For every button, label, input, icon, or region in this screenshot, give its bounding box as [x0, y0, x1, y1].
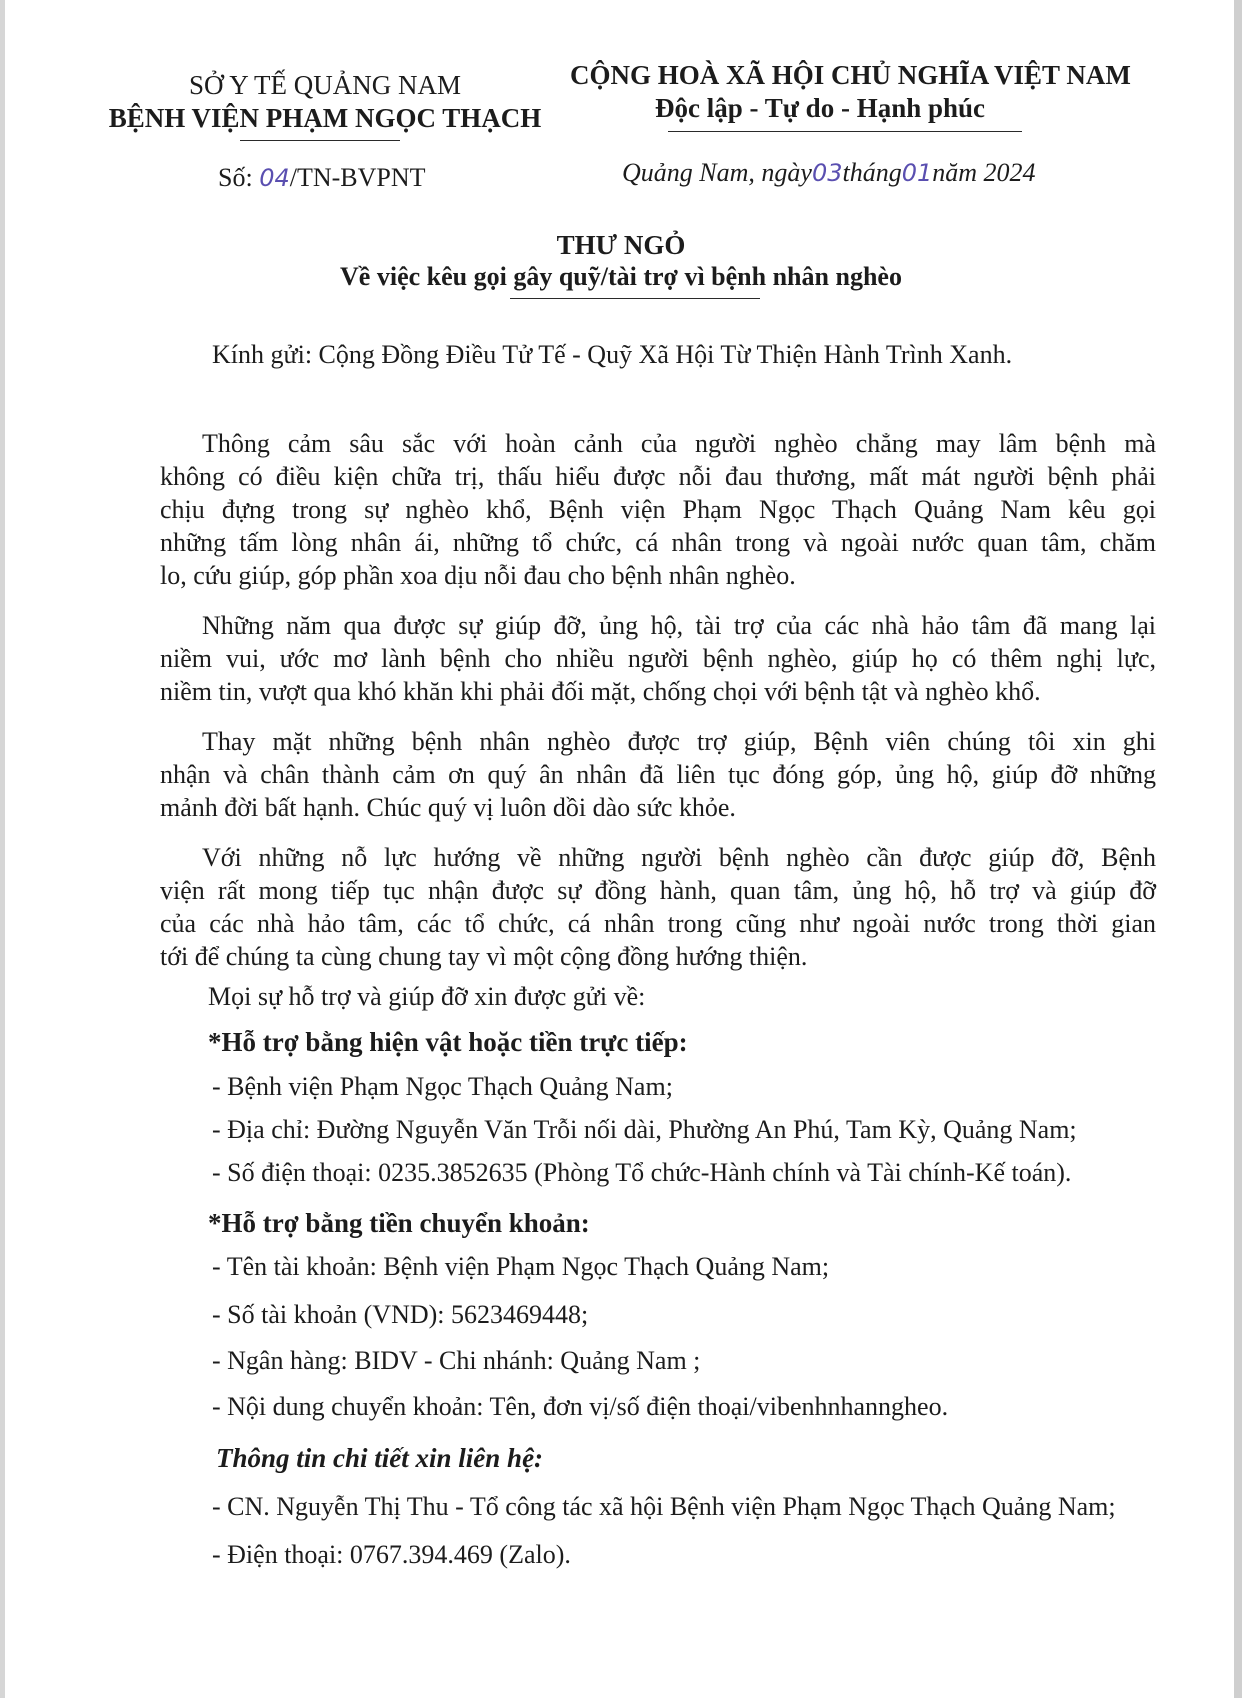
- number-handwritten: 04: [259, 164, 290, 192]
- hospital-underline: [240, 140, 400, 141]
- document-title: THƯ NGỎ: [556, 230, 686, 260]
- paragraph-2: [160, 609, 1156, 708]
- number-suffix: /TN-BVPNT: [289, 163, 426, 192]
- paragraph-line: tới để chúng ta cùng chung tay vì một cộng đồng hướng thiện.: [160, 942, 808, 971]
- date-day: 03: [811, 159, 843, 187]
- transfer-support-heading: *Hỗ trợ bằng tiền chuyển khoản:: [208, 1208, 590, 1238]
- paragraph-line: Thay mặt những bệnh nhân nghèo được trợ giúp, Bệnh viên chúng tôi xin ghi: [202, 727, 1156, 756]
- date-month-label: tháng: [842, 158, 902, 187]
- paragraph-line: không có điều kiện chữa trị, thấu hiểu được nỗi đau thương, mất mát người bệnh phải: [160, 462, 1156, 491]
- direct-item: - Số điện thoại: 0235.3852635 (Phòng Tổ chức-Hành chính và Tài chính-Kế toán).: [212, 1158, 1072, 1187]
- paragraph-line: mảnh đời bất hạnh. Chúc quý vị luôn dồi dào sức khỏe.: [160, 793, 736, 822]
- national-motto: Độc lập - Tự do - Hạnh phúc: [654, 93, 986, 123]
- paragraph-line: Với những nỗ lực hướng về những người bệnh nghèo cần được giúp đỡ, Bệnh: [202, 843, 1156, 872]
- date-month: 01: [901, 159, 933, 187]
- motto-underline: [668, 131, 1022, 132]
- recipient-line: Kính gửi: Cộng Đồng Điều Tử Tế - Quỹ Xã Hội Từ Thiện Hành Trình Xanh.: [212, 340, 1013, 369]
- document-subtitle: Về việc kêu gọi gây quỹ/tài trợ vì bệnh nhân nghèo: [340, 262, 902, 291]
- contact-heading: Thông tin chi tiết xin liên hệ:: [216, 1443, 544, 1473]
- paragraph-line: những tấm lòng nhân ái, những tổ chức, cá nhân trong và ngoài nước quan tâm, chăm: [160, 528, 1156, 557]
- paragraph-3: [160, 725, 1156, 824]
- transfer-item: - Ngân hàng: BIDV - Chi nhánh: Quảng Nam ;: [212, 1346, 701, 1375]
- paragraph-line: niềm vui, ước mơ lành bệnh cho nhiều người bệnh nghèo, giúp họ có thêm nghị lực,: [160, 644, 1156, 673]
- transfer-item: - Nội dung chuyển khoản: Tên, đơn vị/số điện thoại/vibenhnhannghe​o.: [212, 1392, 949, 1421]
- letter-body: [160, 427, 1156, 990]
- paragraph-1: [160, 427, 1156, 592]
- direct-item: - Bệnh viện Phạm Ngọc Thạch Quảng Nam;: [212, 1072, 673, 1101]
- document-number: [218, 163, 426, 193]
- paragraph-line: nhận và chân thành cảm ơn quý ân nhân đã liên tục đóng góp, ủng hộ, giúp đỡ những: [160, 760, 1156, 789]
- paragraph-line: niềm tin, vượt qua khó khăn khi phải đối mặt, chống chọi với bệnh tật và nghèo khổ.: [160, 677, 1041, 706]
- paragraph-4: [160, 841, 1156, 973]
- paragraph-line: Những năm qua được sự giúp đỡ, ủng hộ, tài trợ của các nhà hảo tâm đã mang lại: [202, 611, 1156, 640]
- hospital-name: BỆNH VIỆN PHẠM NGỌC THẠCH: [108, 103, 542, 133]
- number-prefix: Số:: [218, 163, 260, 192]
- transfer-item: - Tên tài khoản: Bệnh viện Phạm Ngọc Thạch Quảng Nam;: [212, 1252, 830, 1281]
- subtitle-underline: [510, 298, 760, 299]
- paragraph-line: viện rất mong tiếp tục nhận được sự đồng hành, quan tâm, ủng hộ, hỗ trợ và giúp đỡ: [160, 876, 1156, 905]
- date-year: năm 2024: [932, 158, 1036, 187]
- date-place: Quảng Nam, ngày: [622, 158, 812, 187]
- contact-item: - Điện thoại: 0767.394.469 (Zalo).: [212, 1540, 571, 1569]
- contact-item: - CN. Nguyễn Thị Thu - Tổ công tác xã hội Bệnh viện Phạm Ngọc Thạch Quảng Nam;: [212, 1492, 1116, 1521]
- paragraph-line: Thông cảm sâu sắc với hoàn cảnh của người nghèo chẳng may lâm bệnh mà: [202, 429, 1156, 458]
- paragraph-line: của các nhà hảo tâm, các tổ chức, cá nhân trong cũng như ngoài nước trong thời gian: [160, 909, 1156, 938]
- country-name: CỘNG HOÀ XÃ HỘI CHỦ NGHĨA VIỆT NAM: [570, 60, 1131, 90]
- document-date: [622, 158, 1036, 188]
- send-to-line: Mọi sự hỗ trợ và giúp đỡ xin được gửi về:: [208, 982, 646, 1011]
- agency-name: SỞ Y TẾ QUẢNG NAM: [188, 70, 461, 100]
- paragraph-line: lo, cứu giúp, góp phần xoa dịu nỗi đau cho bệnh nhân nghèo.: [160, 561, 796, 590]
- transfer-item: - Số tài khoản (VND): 5623469448;: [212, 1300, 589, 1329]
- paragraph-line: chịu đựng trong sự nghèo khổ, Bệnh viện Phạm Ngọc Thạch Quảng Nam kêu gọi: [160, 495, 1156, 524]
- direct-item: - Địa chỉ: Đường Nguyễn Văn Trỗi nối dài, Phường An Phú, Tam Kỳ, Quảng Nam;: [212, 1115, 1077, 1144]
- direct-support-heading: *Hỗ trợ bằng hiện vật hoặc tiền trực tiếp:: [208, 1027, 688, 1057]
